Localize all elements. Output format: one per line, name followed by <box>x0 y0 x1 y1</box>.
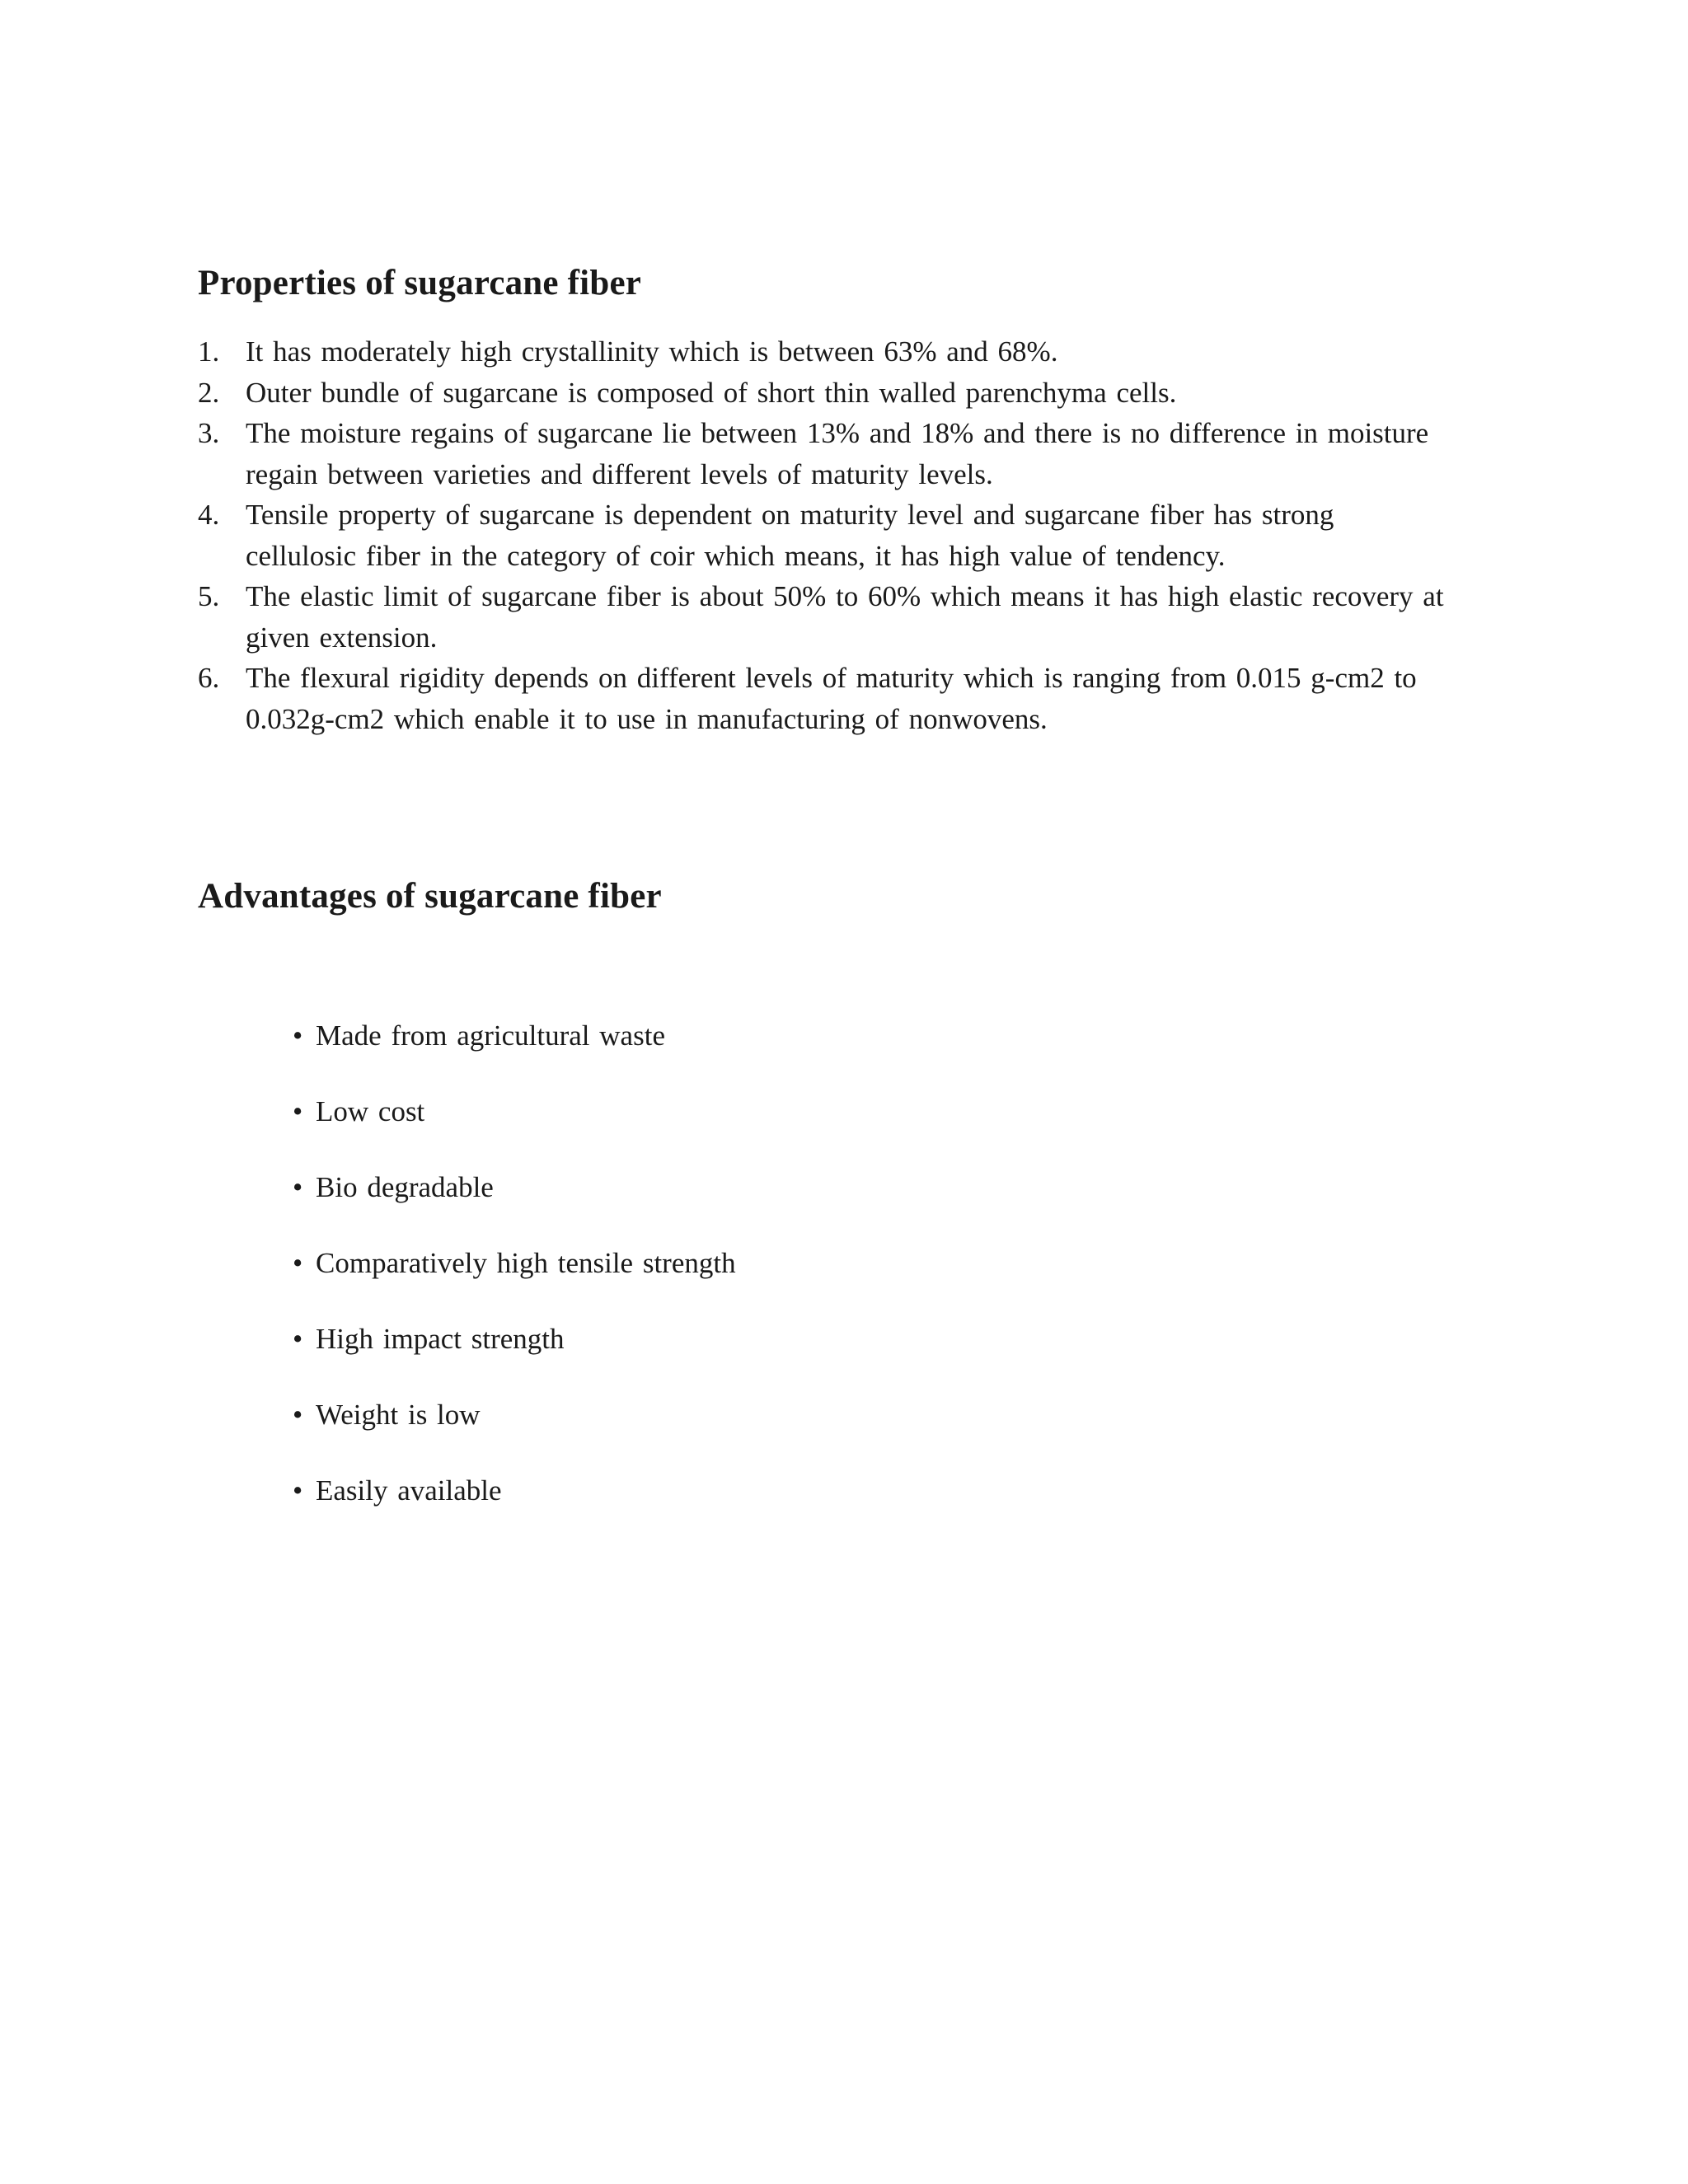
properties-list-item <box>198 413 1451 494</box>
properties-list-item <box>198 576 1451 658</box>
bullet-icon: • <box>293 1399 303 1431</box>
bullet-icon: • <box>293 1474 303 1507</box>
list-item-text: Comparatively high tensile strength <box>316 1247 736 1279</box>
list-item-text: Weight is low <box>316 1399 481 1431</box>
list-number: 6. <box>198 662 220 694</box>
properties-list-item <box>198 373 1451 414</box>
advantages-list-item <box>293 1167 736 1243</box>
advantages-list-item <box>293 1091 736 1167</box>
advantages-list-item <box>293 1243 736 1319</box>
properties-list-item <box>198 331 1451 373</box>
list-number: 3. <box>198 417 220 449</box>
advantages-list <box>293 1015 736 1546</box>
advantages-list-item <box>293 1319 736 1394</box>
advantages-list-item <box>293 1470 736 1546</box>
list-item-text: Easily available <box>316 1474 502 1507</box>
list-item-text: The moisture regains of sugarcane lie between 13% and 18% and there is no difference in moisture regain between varieties and different levels of maturity levels. <box>246 417 1429 490</box>
advantages-list-item <box>293 1394 736 1470</box>
bullet-icon: • <box>293 1171 303 1203</box>
advantages-list-item <box>293 1015 736 1091</box>
list-number: 1. <box>198 335 220 368</box>
list-item-text: Tensile property of sugarcane is dependent on maturity level and sugarcane fiber has strong cellulosic fiber in the category of coir which means, it has high value of tendency. <box>246 499 1334 572</box>
properties-list <box>198 331 1451 739</box>
list-number: 2. <box>198 376 220 409</box>
list-item-text: Bio degradable <box>316 1171 494 1203</box>
bullet-icon: • <box>293 1019 303 1052</box>
bullet-icon: • <box>293 1323 303 1355</box>
advantages-heading: Advantages of sugarcane fiber <box>198 877 662 916</box>
properties-heading: Properties of sugarcane fiber <box>198 264 642 302</box>
list-item-text: Outer bundle of sugarcane is composed of short thin walled parenchyma cells. <box>246 376 1177 409</box>
list-item-text: It has moderately high crystallinity which is between 63% and 68%. <box>246 335 1058 368</box>
list-number: 4. <box>198 499 220 531</box>
properties-list-item <box>198 658 1451 739</box>
properties-list-item <box>198 494 1451 576</box>
bullet-icon: • <box>293 1095 303 1127</box>
list-item-text: High impact strength <box>316 1323 565 1355</box>
bullet-icon: • <box>293 1247 303 1279</box>
list-item-text: Low cost <box>316 1095 425 1127</box>
list-item-text: The elastic limit of sugarcane fiber is about 50% to 60% which means it has high elastic recovery at given extension. <box>246 580 1444 654</box>
list-item-text: Made from agricultural waste <box>316 1019 665 1052</box>
list-item-text: The flexural rigidity depends on different levels of maturity which is ranging from 0.015 g-cm2 to 0.032g-cm2 which enable it to use in manufacturing of nonwovens. <box>246 662 1417 735</box>
list-number: 5. <box>198 580 220 612</box>
